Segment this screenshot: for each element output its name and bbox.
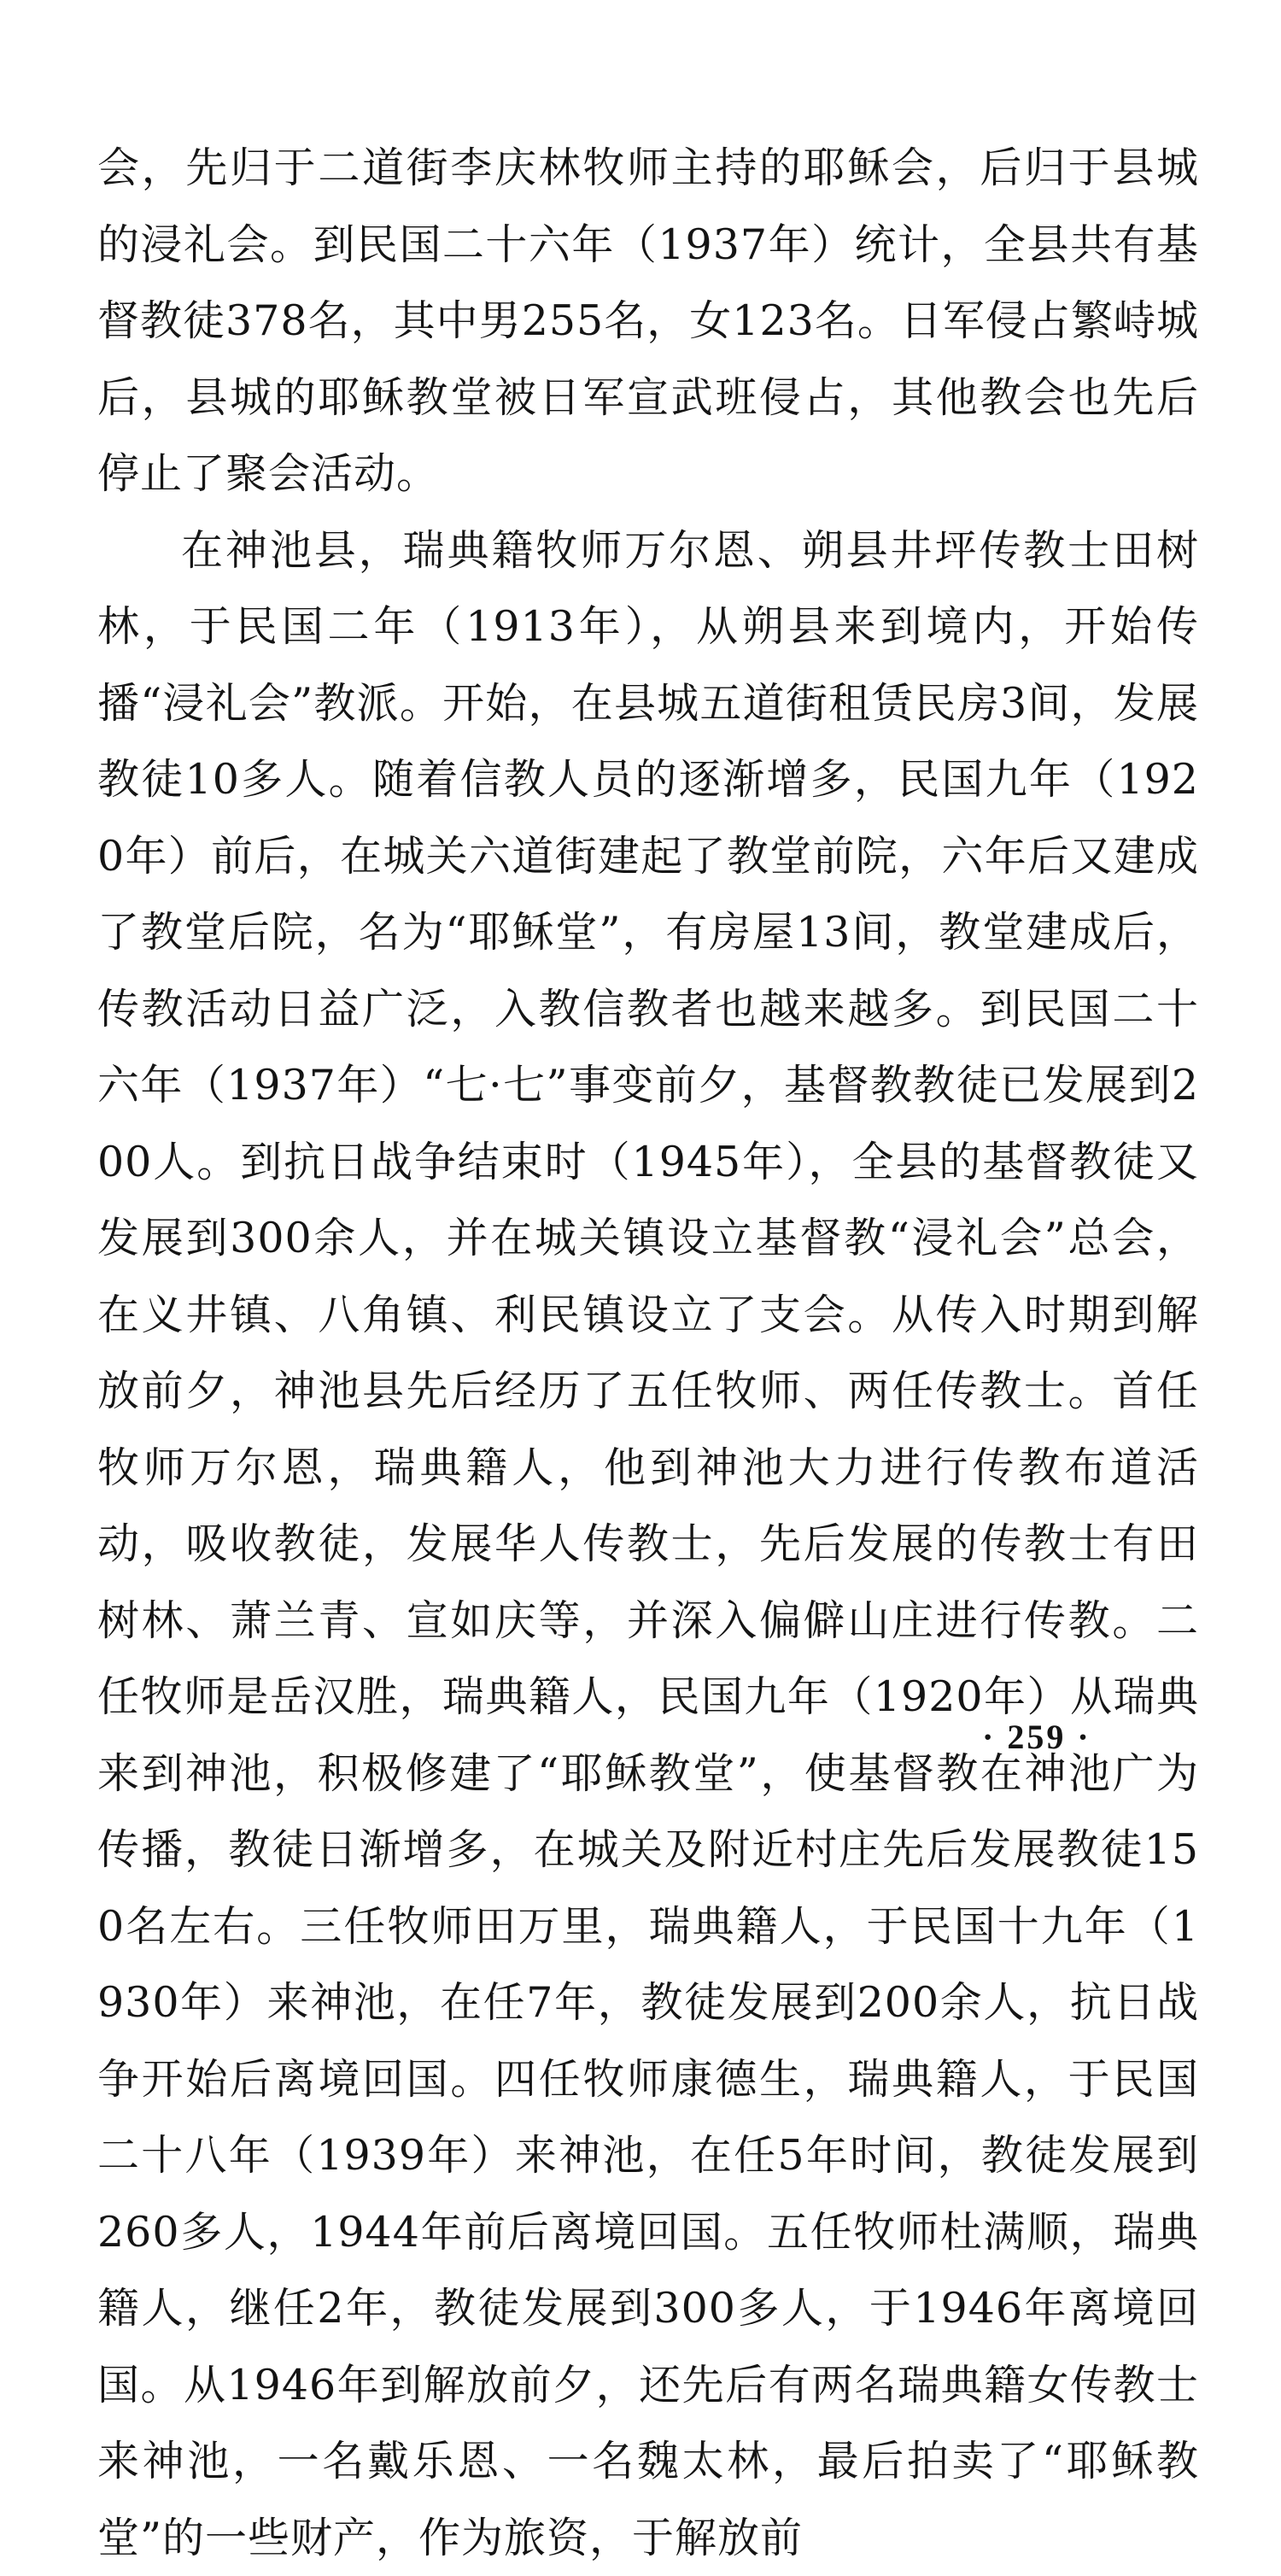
paragraph-continued: 会，先归于二道街李庆林牧师主持的耶稣会，后归于县城的浸礼会。到民国二十六年（1937年）统计，全县共有基督教徒378名，其中男255名，女123名。日军侵占繁峙城后，县城的耶稣教堂被日军宣武班侵占，其他教会也先后停止了聚会活动。 xyxy=(97,130,1199,512)
page-number: · 259 · xyxy=(982,1717,1091,1757)
body-text xyxy=(97,130,1199,2576)
paragraph-shenchi-county: 在神池县，瑞典籍牧师万尔恩、朔县井坪传教士田树林，于民国二年（1913年），从朔县来到境内，开始传播“浸礼会”教派。开始，在县城五道街租赁民房3间，发展教徒10多人。随着信教人员的逐渐增多，民国九年（1920年）前后，在城关六道街建起了教堂前院，六年后又建成了教堂后院，名为“耶稣堂”，有房屋13间，教堂建成后，传教活动日益广泛，入教信教者也越来越多。到民国二十六年（1937年）“七·七”事变前夕，基督教教徒已发展到200人。到抗日战争结束时（1945年），全县的基督教徒又发展到300余人，并在城关镇设立基督教“浸礼会”总会，在义井镇、八角镇、利民镇设立了支会。从传入时期到解放前夕，神池县先后经历了五任牧师、两任传教士。首任牧师万尔恩，瑞典籍人，他到神池大力进行传教布道活动，吸收教徒，发展华人传教士，先后发展的传教士有田树林、萧兰青、宣如庆等，并深入偏僻山庄进行传教。二任牧师是岳汉胜，瑞典籍人，民国九年（1920年）从瑞典来到神池，积极修建了“耶稣教堂”，使基督教在神池广为传播，教徒日渐增多，在城关及附近村庄先后发展教徒150名左右。三任牧师田万里，瑞典籍人，于民国十九年（1930年）来神池，在任7年，教徒发展到200余人，抗日战争开始后离境回国。四任牧师康德生，瑞典籍人，于民国二十八年（1939年）来神池，在任5年时间，教徒发展到260多人，1944年前后离境回国。五任牧师杜满顺，瑞典籍人，继任2年，教徒发展到300多人，于1946年离境回国。从1946年到解放前夕，还先后有两名瑞典籍女传教士来神池，一名戴乐恩、一名魏太林，最后拍卖了“耶稣教堂”的一些财产，作为旅资，于解放前 xyxy=(97,512,1199,2576)
